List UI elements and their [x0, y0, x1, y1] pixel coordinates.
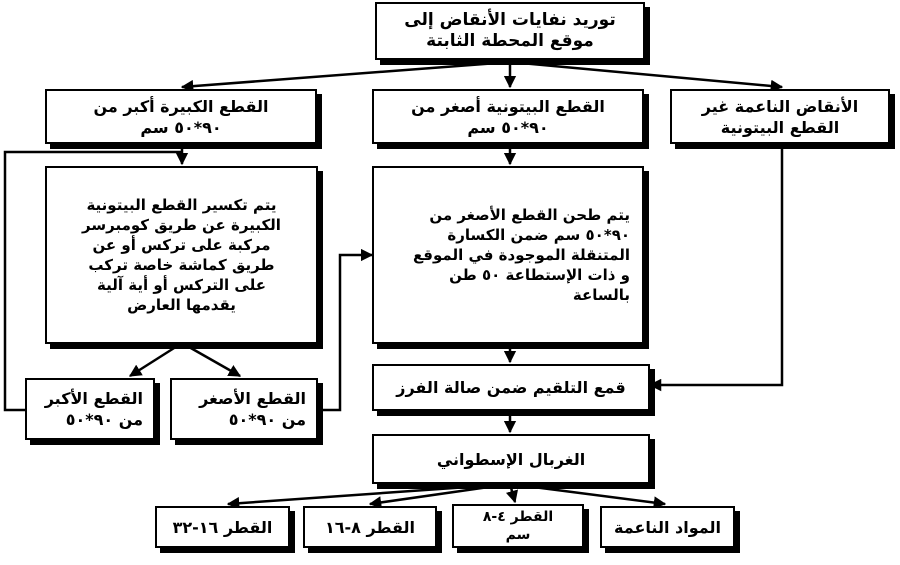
node-output-larger: القطع الأكبر من ٩٠*٥٠	[25, 378, 155, 440]
node-crushing-process: يتم طحن القطع الأصغر من ٩٠*٥٠ سم ضمن الكسارة المتنقلة الموجودة في الموقع و ذات الإستطاعة ٥٠ طن بالساعة	[372, 166, 644, 344]
node-diameter-4-8: القطر ٤-٨ سم	[452, 504, 584, 548]
node-supply: توريد نفايات الأنقاض إلى موقع المحطة الثابتة	[375, 2, 645, 60]
edge-soft-to-hopper	[650, 143, 782, 385]
node-diameter-16-32: القطر ١٦-٣٢	[155, 506, 290, 548]
node-fine-materials: المواد الناعمة	[600, 506, 735, 548]
node-feed-hopper: قمع التلقيم ضمن صالة الفرز	[372, 364, 650, 411]
node-soft-debris: الأنقاض الناعمة غير القطع البيتونية	[670, 89, 890, 144]
node-cylindrical-screen: الغربال الإسطواني	[372, 434, 650, 484]
edge-breaking-to-outlarge	[130, 343, 182, 376]
edge-screen-to-4-8	[510, 484, 515, 502]
edge-supply-to-large	[182, 62, 510, 87]
node-breaking-process: يتم تكسير القطع البيتونية الكبيرة عن طريق كومبرسر مركبة على تركس أو عن طريق كماشة خاصة تركب على التركس أو أية آلية يقدمها العارض	[45, 166, 318, 344]
edge-outsmall-to-crushing	[318, 255, 372, 410]
edge-screen-to-fines	[510, 484, 665, 504]
edge-screen-to-16-32	[228, 484, 510, 504]
node-large-pieces: القطع الكبيرة أكبر من ٩٠*٥٠ سم	[45, 89, 317, 144]
node-diameter-8-16: القطر ٨-١٦	[303, 506, 437, 548]
node-output-smaller: القطع الأصغر من ٩٠*٥٠	[170, 378, 318, 440]
edge-supply-to-soft	[510, 62, 782, 87]
node-small-pieces: القطع البيتونية أصغر من ٩٠*٥٠ سم	[372, 89, 644, 144]
edge-breaking-to-outsmall	[182, 343, 240, 376]
edge-screen-to-8-16	[370, 484, 510, 504]
